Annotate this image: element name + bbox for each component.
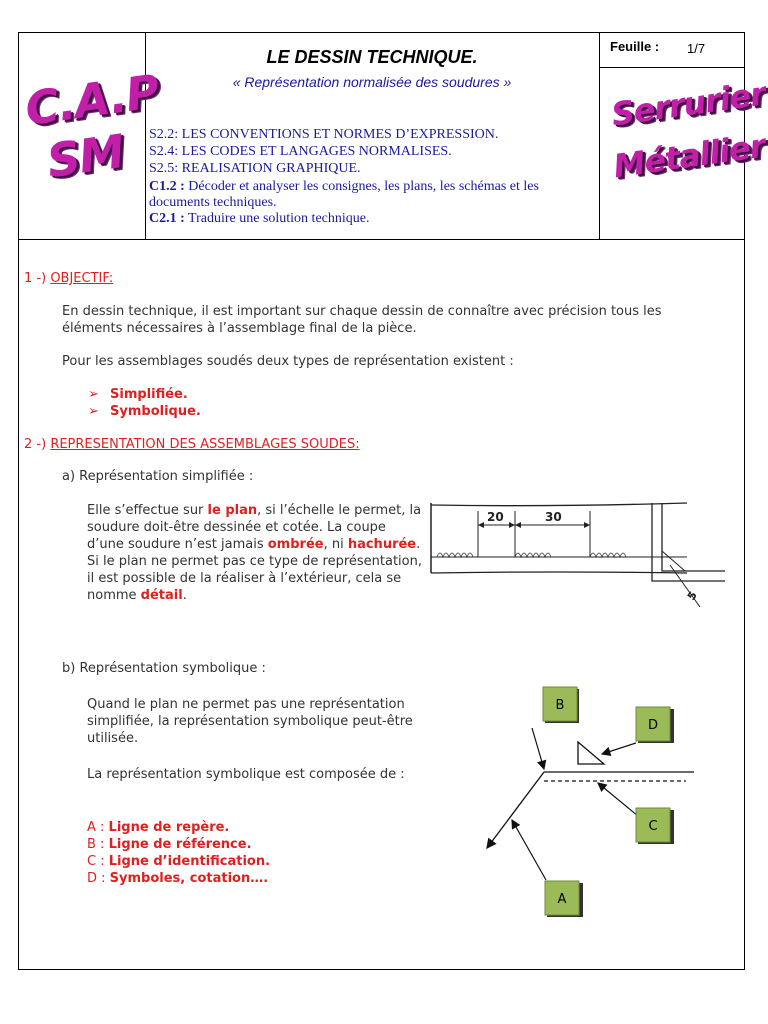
arrow-bullet-icon: ➢ [88,404,99,419]
competence-c12-text: Décoder et analyser les consignes, les plans, les schémas et les documents techniques. [149,179,539,210]
competence-c12-c21 [149,179,594,227]
cap-logo: C.A.P [21,63,162,137]
competence-c12-code: C1.2 : [149,179,185,194]
page-title: LE DESSIN TECHNIQUE. [266,47,478,67]
subsection-a-text [87,502,422,604]
label-b: B [555,698,565,713]
simplified-weld-figure [425,495,725,615]
bullet-simplifiee [88,386,188,403]
legend-item-d [87,870,268,887]
competence-s25: S2.5: REALISATION GRAPHIQUE. [149,161,361,176]
metallier-logo: Métallier [611,126,767,186]
legend-text-a: Ligne de repère. [108,820,230,835]
section1-paragraph-1: En dessin technique, il est important sur chaque dessin de connaître avec précision tous les éléments nécessaires à l’assemblage final de la pièce. [62,304,662,336]
competence-c21-code: C2.1 : [149,211,185,226]
bullet-symbolique [88,403,201,420]
a-text-hachuree: hachurée [347,537,417,552]
label-box-b [543,687,579,723]
section2-heading [24,436,360,453]
a-text-part5: . [182,588,187,603]
legend-text-b: Ligne de référence. [108,837,252,852]
symbolic-weld-diagram [470,680,710,925]
dimension-5-label: 5 [684,588,700,603]
a-text-detail: détail [140,588,183,603]
legend-letter-c: C : [87,854,109,869]
label-box-d [636,707,674,743]
sheet-value: 1/7 [687,41,706,56]
a-text-part3: , ni [323,537,348,552]
fillet-weld-symbol-icon [578,742,604,764]
legend-letter-a: A : [87,820,109,835]
bullet-symbolique-text: Symbolique. [110,404,201,419]
legend-letter-d: D : [87,871,110,886]
label-c: C [648,819,658,834]
competence-s22: S2.2: LES CONVENTIONS ET NORMES D’EXPRESSION. [149,127,499,142]
section1-paragraph-2: Pour les assemblages soudés deux types de représentation existent : [62,354,514,369]
dimension-30-label: 30 [545,510,562,524]
competence-c21-text: Traduire une solution technique. [184,211,370,226]
legend-item-c [87,853,270,870]
arrow-line [487,772,544,848]
header [19,33,768,240]
a-text-le-plan: le plan [207,503,258,518]
section2-title: REPRESENTATION DES ASSEMBLAGES SOUDES: [50,437,360,452]
label-a: A [557,892,567,907]
section1-title: OBJECTIF: [50,271,114,286]
legend-item-b [87,836,252,853]
serrurier-logo: Serrurier [609,74,768,134]
sheet-number-box [599,33,744,68]
sheet-label: Feuille : [610,39,660,54]
section1-number: 1 -) [24,271,51,286]
a-text-ombree: ombrée [267,537,324,552]
header-right-cell [599,33,768,239]
legend-item-a [87,819,229,836]
subsection-b-heading: b) Représentation symbolique : [62,661,266,676]
arrow-bullet-icon: ➢ [88,387,99,402]
subsection-b-paragraph-1: Quand le plan ne permet pas une représentation simplifiée, la représentation symbolique peut-être utilisée. [87,697,413,746]
label-box-c [636,808,674,844]
section1-heading [24,270,113,287]
header-left-cell [19,33,162,239]
page-subtitle: « Représentation normalisée des soudures » [232,74,512,90]
a-text-part4: . Si le plan ne permet pas ce type de représentation, il est possible de la réaliser à l’extérieur, cela se nomme [87,537,422,603]
legend-text-d: Symboles, cotation…. [109,871,269,886]
header-center-cell [145,33,600,239]
sm-logo: SM [43,123,128,189]
competence-s24: S2.4: LES CODES ET LANGAGES NORMALISES. [149,144,452,159]
legend-text-c: Ligne d’identification. [108,854,271,869]
legend-letter-b: B : [87,837,109,852]
bullet-simplifiee-text: Simplifiée. [110,387,188,402]
subsection-b-paragraph-2: La représentation symbolique est composée de : [87,767,405,782]
dimension-20-label: 20 [487,510,504,524]
label-d: D [647,718,659,733]
a-text-part1: Elle s’effectue sur [87,503,208,518]
a-text-part2: , si l’échelle le permet, la soudure doit-être dessinée et cotée. La coupe d’une soudure n’est jamais [87,503,422,552]
label-box-a [545,881,583,917]
section2-number: 2 -) [24,437,51,452]
subsection-a-heading: a) Représentation simplifiée : [62,469,254,484]
weld-beads [437,553,626,557]
